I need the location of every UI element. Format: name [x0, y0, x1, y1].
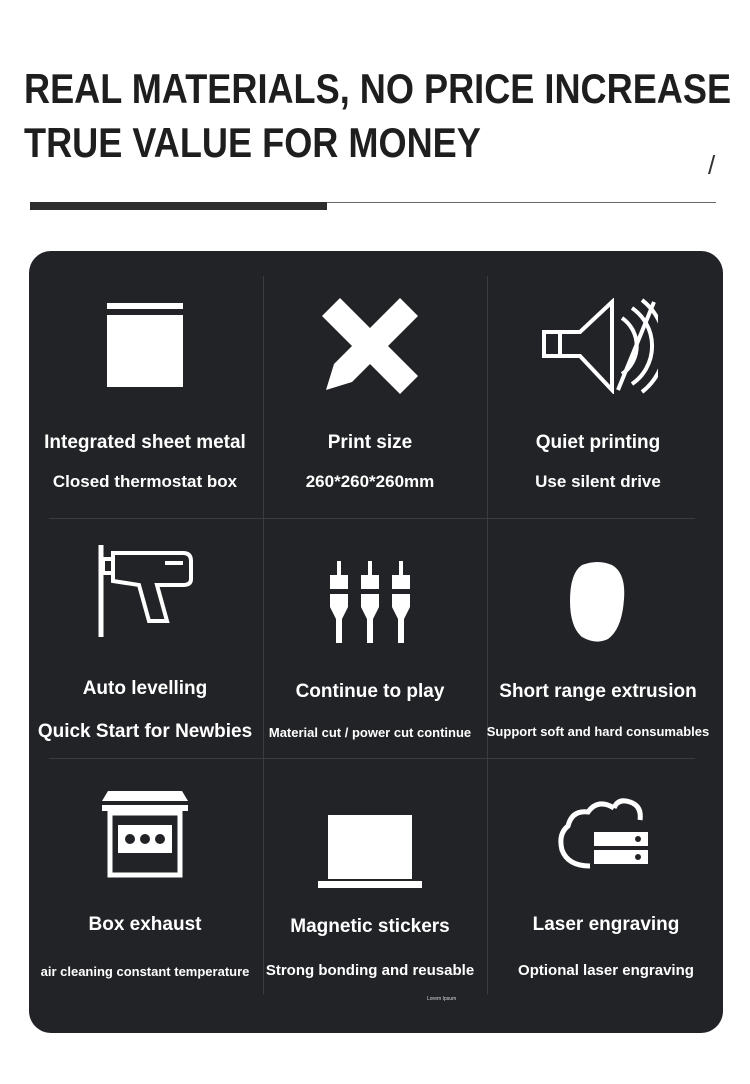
feature-subtitle: 260*260*260mm — [305, 472, 435, 491]
features-panel — [29, 251, 723, 1033]
divider-accent — [30, 202, 327, 210]
slash-mark: / — [708, 150, 716, 180]
feature-title: Continue to play — [295, 681, 445, 702]
feature-subtitle: Use silent drive — [535, 472, 661, 491]
feature-subtitle: Strong bonding and reusable — [265, 962, 475, 979]
drill-icon — [34, 536, 256, 646]
feature-title: Magnetic stickers — [290, 916, 450, 937]
footnote: Lorem Ipsum — [427, 996, 457, 1002]
feature-subtitle: air cleaning constant temperature — [40, 964, 250, 979]
feature-subtitle: Support soft and hard consumables — [486, 724, 710, 739]
feature-title: Quiet printing — [535, 432, 661, 453]
feature-title: Short range extrusion — [499, 681, 697, 702]
cloud-server-icon — [495, 786, 717, 896]
feature-title: Box exhaust — [88, 914, 202, 935]
grid-divider-horizontal-2 — [49, 758, 695, 759]
plugs-icon — [259, 546, 481, 656]
feature-title: Auto levelling — [82, 678, 208, 699]
feature-subtitle: Closed thermostat box — [52, 472, 238, 491]
headline-line-2: TRUE VALUE FOR MONEY — [24, 119, 481, 166]
grid-divider-horizontal-1 — [49, 518, 695, 519]
filament-spool-icon — [487, 546, 709, 656]
box-icon — [34, 291, 256, 401]
speaker-silent-icon — [487, 291, 709, 401]
feature-title: Print size — [327, 432, 413, 453]
feature-subtitle: Optional laser engraving — [518, 962, 694, 979]
feature-title: Laser engraving — [532, 914, 680, 935]
exhaust-box-icon — [34, 781, 256, 891]
feature-subtitle: Material cut / power cut continue — [268, 725, 472, 740]
feature-title: Integrated sheet metal — [44, 432, 246, 453]
ruler-cross-icon — [259, 291, 481, 401]
magnetic-plate-icon — [259, 796, 481, 906]
headline-line-1: REAL MATERIALS, NO PRICE INCREASE — [24, 65, 732, 112]
feature-subtitle: Quick Start for Newbies — [37, 721, 253, 742]
headline — [24, 62, 731, 170]
